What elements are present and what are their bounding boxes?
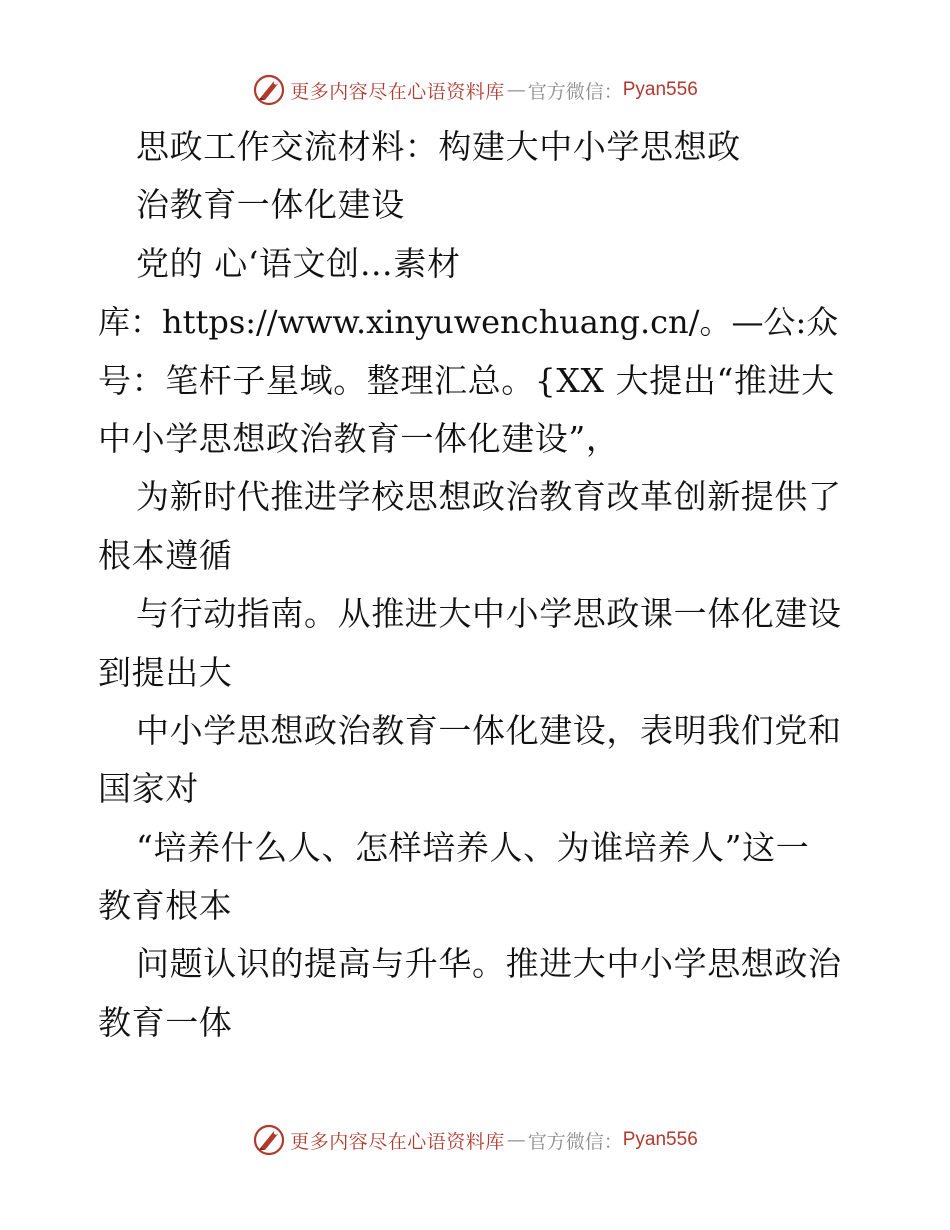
logo-icon [252, 73, 286, 107]
paragraph-line: 号：笔杆子星域。整理汇总。{XX 大提出“推进大 [98, 360, 835, 400]
paragraph-line: 党的 心‘语文创…素材 [136, 243, 461, 283]
header-wechat-id: Pyan556 [622, 79, 698, 100]
paragraph-line: 中小学思想政治教育一体化建设，表明我们党和 [136, 710, 842, 750]
paragraph-line: 中小学思想政治教育一体化建设”， [98, 418, 620, 458]
document-title-line: 思政工作交流材料：构建大中小学思想政 [136, 127, 741, 166]
footer-banner [0, 1122, 950, 1158]
paragraph-line: 教育根本 [98, 886, 233, 926]
document-body [98, 118, 858, 1052]
header-site-text: 更多内容尽在心语资料库 [290, 80, 505, 103]
document-title-line: 治教育一体化建设 [136, 185, 405, 225]
header-banner [0, 72, 950, 108]
paragraph-line: “培养什么人、怎样培养人、为谁培养人”这一 [136, 827, 810, 867]
header-wechat-label: 官方微信： [527, 80, 623, 103]
paragraph-line: 为新时代推进学校思想政治教育改革创新提供了 [136, 477, 842, 517]
paragraph-line: 问题认识的提高与升华。推进大中小学思想政治 [136, 944, 842, 984]
footer-wechat-label: 官方微信： [527, 1130, 623, 1153]
footer-wechat-id: Pyan556 [622, 1129, 698, 1150]
header-separator: — [506, 79, 526, 101]
paragraph-line: 与行动指南。从推进大中小学思政课一体化建设 [136, 594, 842, 634]
paragraph-line: 根本遵循 [98, 535, 233, 575]
paragraph-line: 到提出大 [98, 652, 233, 692]
paragraph-line: 库：https://www.xinyuwenchuang.cn/。—公:众 [98, 303, 839, 342]
footer-site-text: 更多内容尽在心语资料库 [290, 1130, 505, 1153]
footer-separator: — [506, 1129, 526, 1151]
paragraph-line: 国家对 [98, 769, 199, 809]
paragraph-line: 教育一体 [98, 1002, 233, 1042]
logo-icon [252, 1123, 286, 1157]
